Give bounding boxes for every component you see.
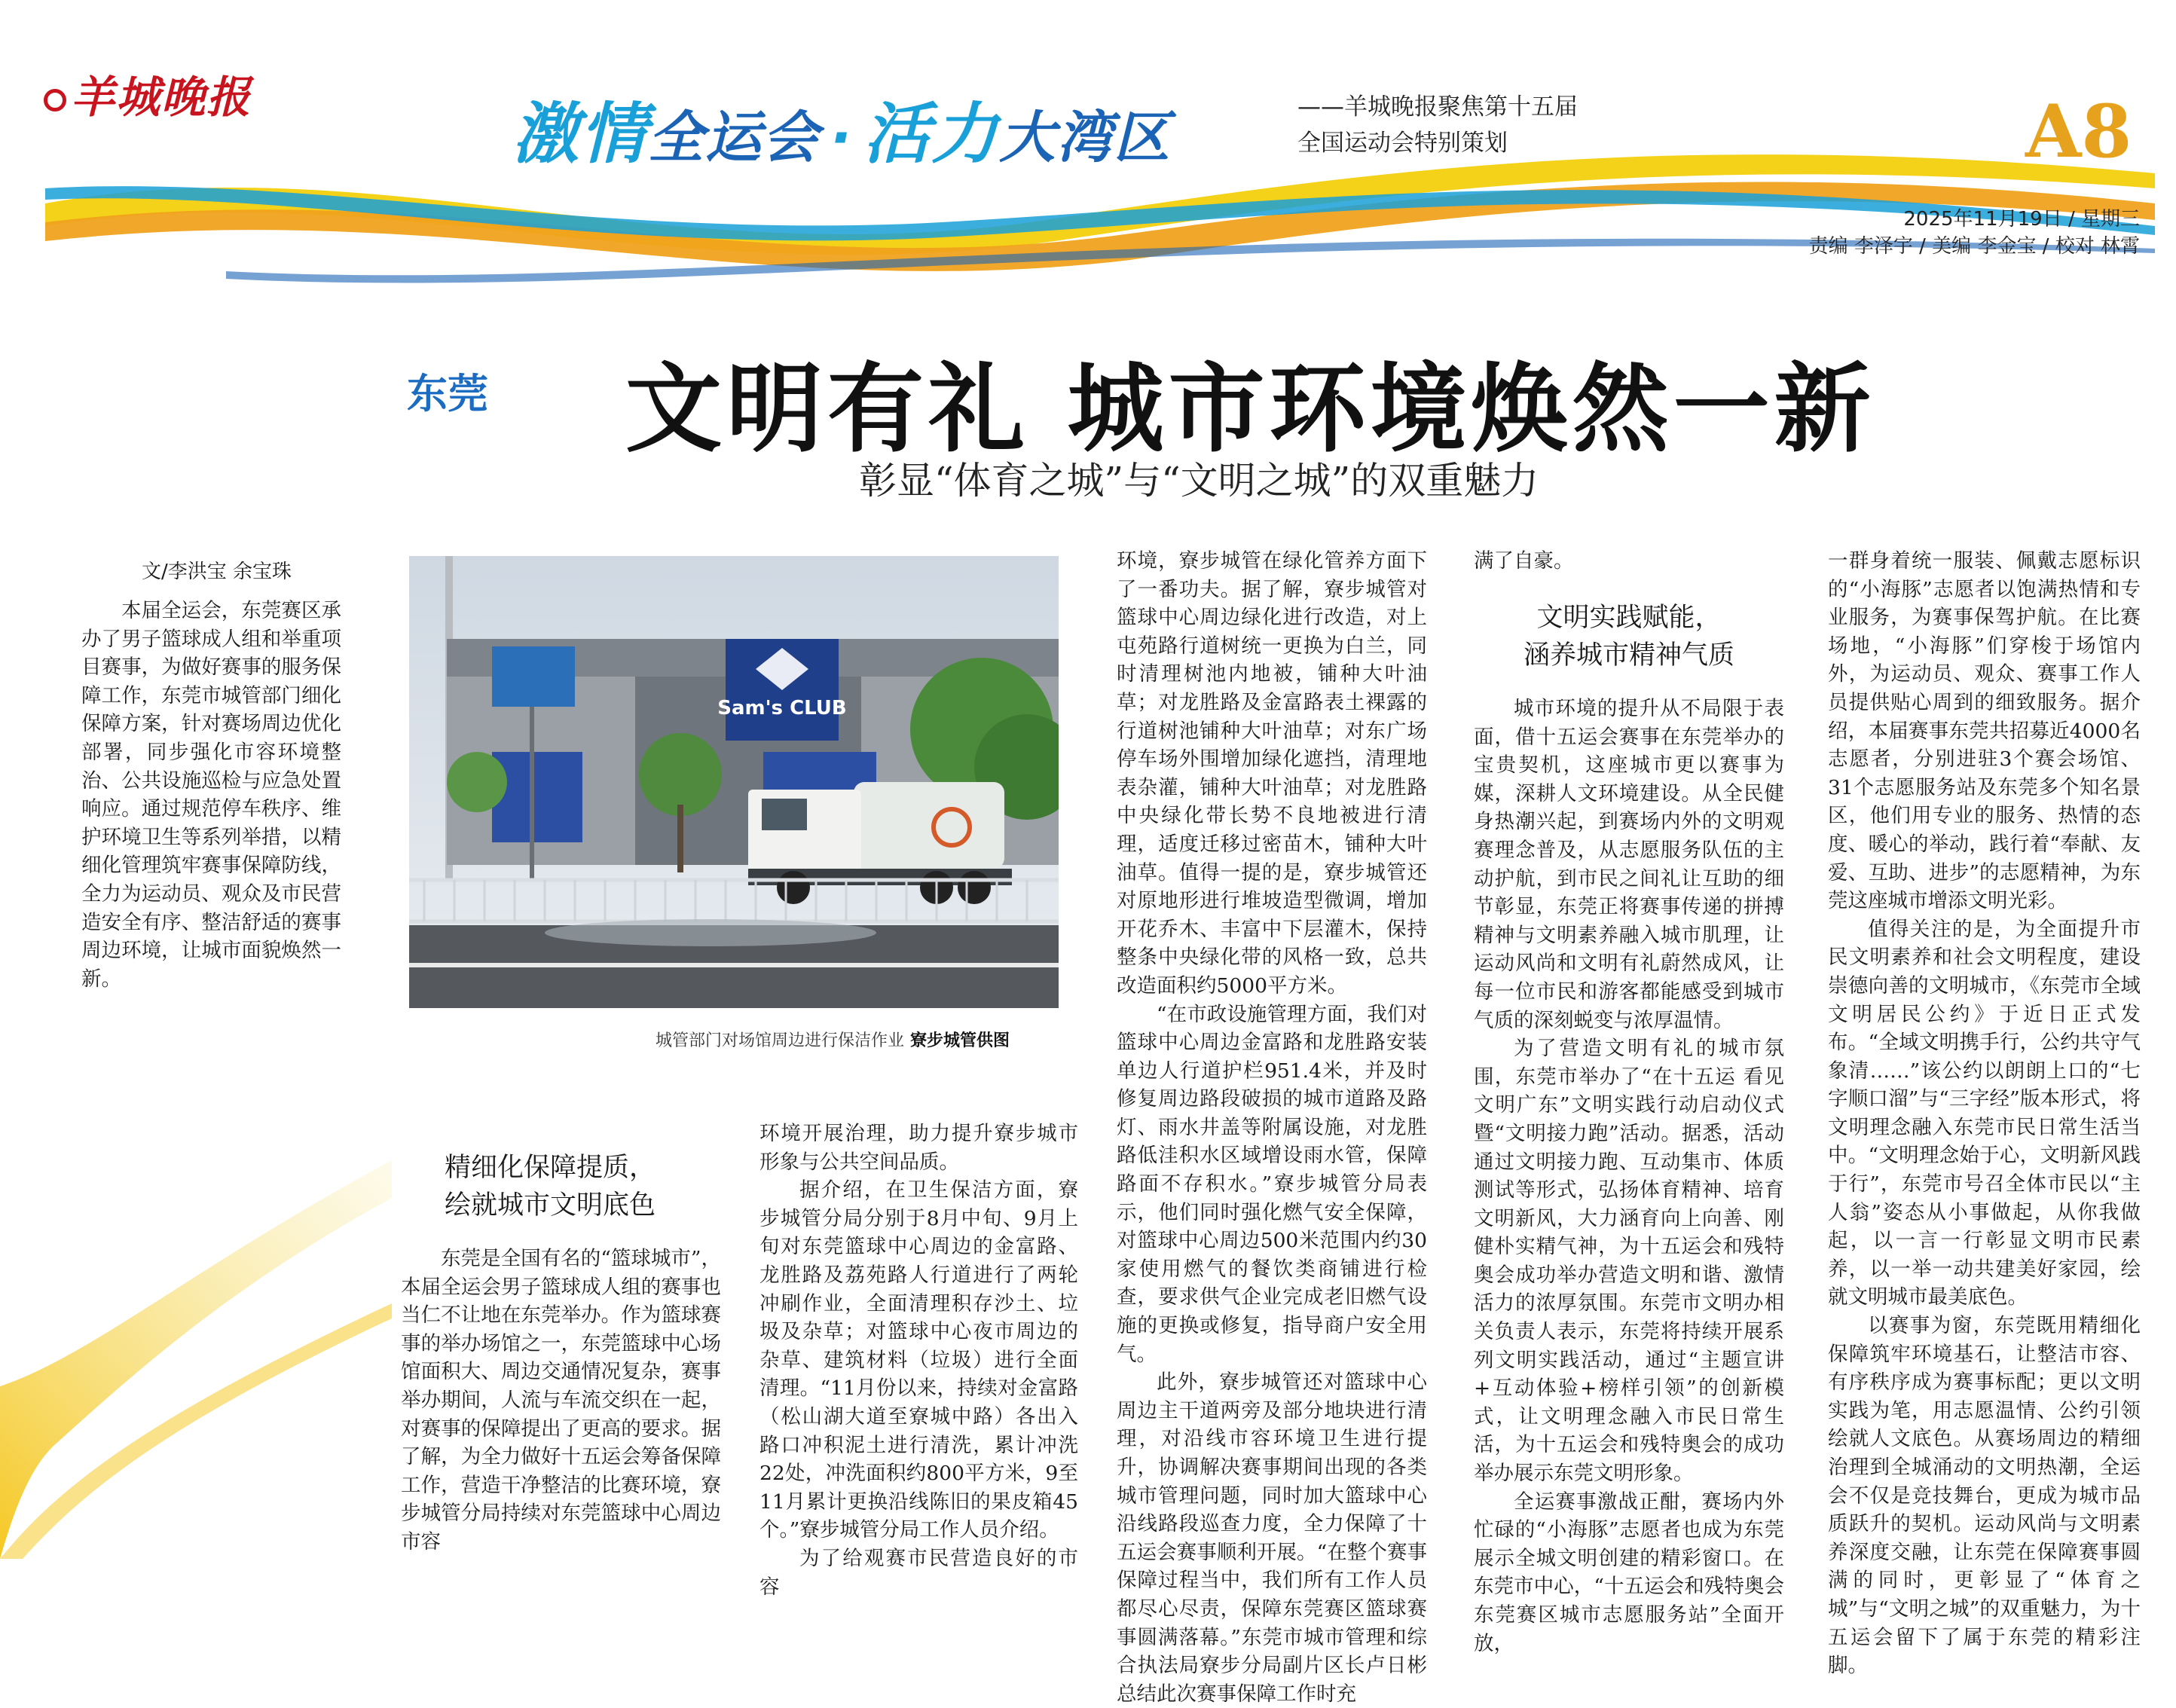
article-photo <box>409 556 1059 1008</box>
store-sign-text: Sam's CLUB <box>717 697 847 720</box>
column-6 <box>1828 547 2141 1680</box>
paragraph: 满了自豪。 <box>1474 549 1574 573</box>
section-heading-2 <box>1474 599 1784 674</box>
newspaper-logo <box>44 62 252 125</box>
photo-credit: 寮步城管供图 <box>910 1031 1010 1050</box>
editor-credits: 责编 李泽宇 / 美编 李金宝 / 校对 林霄 <box>1808 235 2140 258</box>
special-edition-slogan <box>512 81 1171 176</box>
paragraph: 为了营造文明有礼的城市氛围，东莞市举办了“在十五运 看见文明广东”文明实践行动启动仪式暨“文明接力跑”活动。据悉，活动通过文明接力跑、互动集市、体质测试等形式，弘扬体育精神、培育文明新风，大力涵育向上向善、刚健朴实精气神，为十五运会和残特奥会成功举办营造文明和谐、激情活力的浓厚氛围。东莞市文明办相关负责人表示，东莞将持续开展系列文明实践活动，通过“主题宣讲+互动体验+榜样引领”的创新模式，让文明理念融入市民日常生活，为十五运会和残特奥会的成功举办展示东莞文明形象。 <box>1474 1037 1784 1486</box>
paragraph: 值得关注的是，为全面提升市民文明素养和社会文明程度，建设崇德向善的文明城市，《东莞市全域文明居民公约》于近日正式发布。“全域文明携手行，公约共守气象清……”该公约以朗朗上口的“七字顺口溜”与“三字经”版本形式，将文明理念融入东莞市民日常生活当中。“文明理念始于心，文明新风践于行”，东莞市号召全体市民以“主人翁”姿态从小事做起，从你我做起，以一言一行彰显文明市民素养，以一举一动共建美好家园，绘就文明城市最美底色。 <box>1828 917 2141 1309</box>
paragraph: 城市环境的提升从不局限于表面，借十五运会赛事在东莞举办的宝贵契机，这座城市更以赛事为媒，深耕人文环境建设。从全民健身热潮兴起，到赛场内外的文明观赛理念普及，从志愿服务队伍的主动护航，到市民之间礼让互助的细节彰显，东莞正将赛事传递的拼搏精神与文明素养融入城市肌理，让运动风尚和文明有礼蔚然成风，让每一位市民和游客都能感受到城市气质的深刻蜕变与浓厚温情。 <box>1474 697 1784 1032</box>
region-label: 东莞 <box>407 370 488 417</box>
column-4 <box>1117 547 1427 1708</box>
slogan-part-3: 活力 <box>863 95 1000 173</box>
paragraph: “在市政设施管理方面，我们对篮球中心周边金富路和龙胜路安装单边人行道护栏951.4米，并及时修复周边路段破损的城市道路及路灯、雨水井盖等附属设施，对龙胜路低洼积水区域增设雨水管，保障路面不存积水。”寮步城管分局表示，他们同时强化燃气安全保障，对篮球中心周边500米范围内约30家使用燃气的餐饮类商铺进行检查，要求供气企业完成老旧燃气设施的更换或修复，指导商户安全用气。 <box>1117 1002 1427 1366</box>
paragraph: 一群身着统一服装、佩戴志愿标识的“小海豚”志愿者以饱满热情和专业服务，为赛事保驾护航。在比赛场地，“小海豚”们穿梭于场馆内外，为运动员、观众、赛事工作人员提供贴心周到的细致服务。据介绍，本届赛事东莞共招募近4000名志愿者，分别进驻3个赛会场馆、31个志愿服务站及东莞多个知名景区，他们用专业的服务、热情的态度、暖心的举动，践行着“奉献、友爱、互助、进步”的志愿精神，为东莞这座城市增添文明光彩。 <box>1828 549 2141 913</box>
decorative-wave-graphic <box>0 1130 392 1559</box>
byline: 文/李洪宝 余宝珠 <box>142 561 292 583</box>
paragraph: 以赛事为窗，东莞既用精细化保障筑牢环境基石，让整洁市容、有序秩序成为赛事标配；更以文明实践为笔，用志愿温情、公约引领绘就人文底色。从赛场周边的精细治理到全城涌动的文明热潮，全运会不仅是竞技舞台，更成为城市品质跃升的契机。运动风尚与文明素养深度交融，让东莞在保障赛事圆满的同时，更彰显了“体育之城”与“文明之城”的双重魅力，为十五运会留下了属于东莞的精彩注脚。 <box>1828 1314 2141 1678</box>
street-cleaning-photo <box>409 556 1059 1008</box>
slogan-part-4: 大湾区 <box>999 105 1172 170</box>
lead-column <box>81 597 341 993</box>
paragraph: 为了给观赛市民营造良好的市容 <box>759 1546 1078 1599</box>
photo-caption <box>656 1028 1010 1051</box>
logo-text: 羊城晚报 <box>71 72 252 123</box>
column-5 <box>1474 695 1784 1658</box>
paragraph: 环境开展治理，助力提升寮步城市形象与公共空间品质。 <box>759 1122 1078 1174</box>
column-2 <box>401 1245 721 1557</box>
caption-text: 城管部门对场馆周边进行保洁作业 <box>656 1031 905 1050</box>
slogan-part-2: 全运会 <box>648 105 821 170</box>
article-headline: 文明有礼 城市环境焕然一新 <box>625 353 1875 466</box>
paragraph: 此外，寮步城管还对篮球中心周边主干道两旁及部分地块进行清理，对沿线市容环境卫生进行提升，协调解决赛事期间出现的各类城市管理问题，同时加大篮球中心沿线路段巡查力度，全力保障了十五运会赛事顺利开展。“在整个赛事保障过程当中，我们所有工作人员都尽心尽责，保障东莞赛区篮球赛事圆满落幕。”东莞市城市管理和综合执法局寮步分局副片区长卢日彬总结此次赛事保障工作时充 <box>1117 1370 1427 1706</box>
page-number: A8 <box>2025 89 2132 174</box>
section-heading-2-line-2: 涵养城市精神气质 <box>1523 640 1734 671</box>
section-heading-1 <box>411 1149 689 1224</box>
issue-date: 2025年11月19日 / 星期三 <box>1903 208 2140 231</box>
paragraph: 据介绍，在卫生保洁方面，寮步城管分局分别于8月中旬、9月上旬对东莞篮球中心周边的金富路、龙胜路及荔苑路人行道进行了两轮冲刷作业，全面清理积存沙土、垃圾及杂草；对篮球中心夜市周边的杂草、建筑材料（垃圾）进行全面清理。“11月份以来，持续对金富路（松山湖大道至寮城中路）各出入路口冲积泥土进行清洗，累计冲洗22处，冲洗面积约800平方米，9至11月累计更换沿线陈旧的果皮箱45个。”寮步城管分局工作人员介绍。 <box>759 1178 1078 1542</box>
section-heading-1-line-1: 精细化保障提质， <box>444 1153 656 1183</box>
article-subheadline: 彰显“体育之城”与“文明之城”的双重魅力 <box>859 459 1539 503</box>
logo-mark-icon <box>44 89 66 112</box>
paragraph: 东莞是全国有名的“篮球城市”，本届全运会男子篮球成人组的赛事也当仁不让地在东莞举办。作为篮球赛事的举办场馆之一，东莞篮球中心场馆面积大、周边交通情况复杂，赛事举办期间，人流与车流交织在一起，对赛事的保障提出了更高的要求。据了解，为全力做好十五运会筹备保障工作，营造干净整洁的比赛环境，寮步城管分局持续对东莞篮球中心周边市容 <box>401 1247 721 1554</box>
slogan-part-1: 激情 <box>512 95 649 173</box>
lead-paragraph: 本届全运会，东莞赛区承办了男子篮球成人组和举重项目赛事，为做好赛事的服务保障工作，东莞市城管部门细化保障方案，针对赛场周边优化部署，同步强化市容环境整治、公共设施巡检与应急处置响应。通过规范停车秩序、维护环境卫生等系列举措，以精细化管理筑牢赛事保障防线，全力为运动员、观众及市民营造安全有序、整洁舒适的赛事周边环境，让城市面貌焕然一新。 <box>81 599 341 991</box>
slogan-separator: · <box>830 105 854 170</box>
section-heading-1-line-2: 绘就城市文明底色 <box>444 1190 656 1221</box>
paragraph: 全运赛事激战正酣，赛场内外忙碌的“小海豚”志愿者也成为东莞展示全城文明创建的精彩窗口。在东莞市中心，“十五运会和残特奥会东莞赛区城市志愿服务站”全面开放， <box>1474 1490 1784 1655</box>
column-3 <box>759 1120 1078 1601</box>
edition-tagline <box>1297 89 1578 161</box>
tagline-line-1: ——羊城晚报聚焦第十五届 <box>1297 93 1578 121</box>
section-heading-2-line-1: 文明实践赋能， <box>1536 603 1722 633</box>
column-5-top <box>1474 547 1784 576</box>
paragraph: 环境，寮步城管在绿化管养方面下了一番功夫。据了解，寮步城管对篮球中心周边绿化进行改造，对上屯苑路行道树统一更换为白兰，同时清理树池内地被，铺种大叶油草；对龙胜路及金富路表土裸露的行道树池铺种大叶油草；对东广场停车场外围增加绿化遮挡，清理地表杂灌，铺种大叶油草；对龙胜路中央绿化带长势不良地被进行清理，适度迁移过密苗木，铺种大叶油草。值得一提的是，寮步城管还对原地形进行堆坡造型微调，增加开花乔木、丰富中下层灌木，保持整条中央绿化带的风格一致，总共改造面积约5000平方米。 <box>1117 549 1427 998</box>
tagline-line-2: 全国运动会特别策划 <box>1297 130 1508 157</box>
